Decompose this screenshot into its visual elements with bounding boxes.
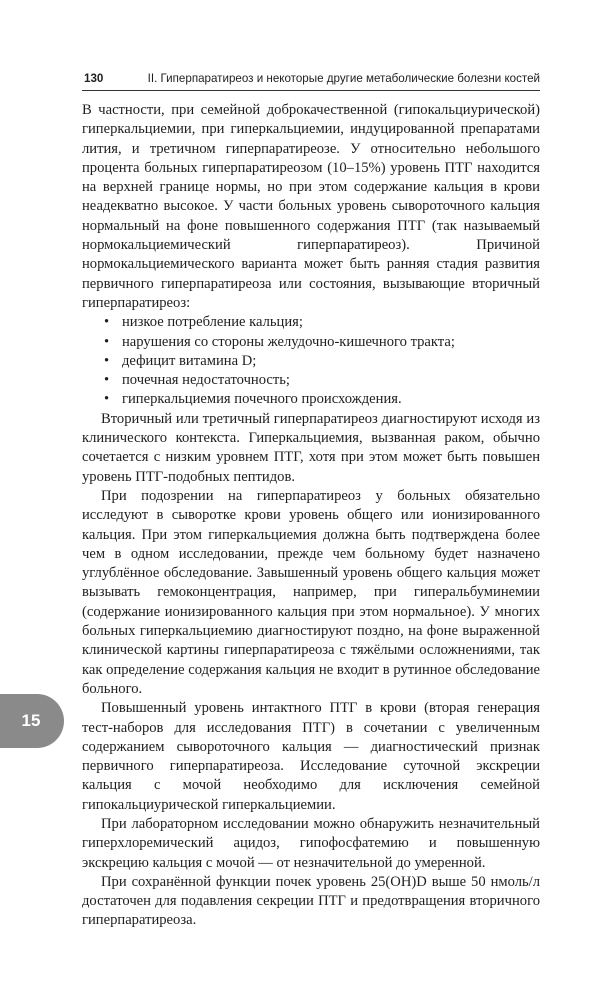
page-header — [82, 70, 540, 91]
list-item: • почечная недостаточность; — [82, 371, 540, 390]
paragraph: При сохранённой функции почек уровень 25(OH)D выше 50 нмоль/л достаточен для подавления секреции ПТГ и предотвращения вторичного гиперпаратиреоза. — [82, 873, 540, 929]
paragraph: При подозрении на гиперпаратиреоз у больных обязательно исследуют в сыворотке крови уровень общего или ионизированного кальция. При этом гиперкальциемия должна быть подтверждена более чем в одном исследовании, прежде чем больному будет назначено углублённое обследование. Завышенный уровень общего кальция может вызывать гемоконцентрация, например, при гиперальбуминемии (содержание ионизированного кальция при этом нормальное). У многих больных гиперкальциемию диагностируют поздно, на фоне выраженной клинической картины гиперпаратиреоза с тяжёлыми осложнениями, так как определение содержания кальция не входит в рутинное обследование больного. — [82, 487, 540, 697]
chapter-tab: 15 — [0, 694, 64, 748]
paragraph: В частности, при семейной доброкачественной (гипокальциурической) гиперкальциемии, при гиперкальциемии, индуцированной препаратами лития, и третичном гиперпаратиреозе. У относительно небольшого процента больных гиперпаратиреозом (10–15%) уровень ПТГ находится на верхней границе нормы, но при этом содержание кальция в крови неадекватно высокое. У части больных уровень сывороточного кальция нормальный на фоне повышенного содержания ПТГ (так называемый нормокальциемический гиперпаратиреоз). Причиной нормокальциемического варианта может быть ранняя стадия развития первичного гиперпаратиреоза или состояния, вызывающие вторичный гиперпаратиреоз: — [82, 102, 540, 311]
bullet-list — [82, 313, 540, 409]
running-head: II. Гиперпаратиреоз и некоторые другие метаболические болезни костей — [147, 72, 540, 85]
list-item: • нарушения со стороны желудочно-кишечного тракта; — [82, 333, 540, 352]
paragraph: Вторичный или третичный гиперпаратиреоз диагностируют исходя из клинического контекста. Гиперкальциемия, вызванная раком, обычно сочетается с низким уровнем ПТГ, хотя при этом может быть повышен уровень ПТГ-подобных пептидов. — [82, 410, 540, 485]
paragraph: Повышенный уровень интактного ПТГ в крови (вторая генерация тест-наборов для исследования ПТГ) в сочетании с увеличенным содержанием сывороточного кальция — диагностический признак первичного гиперпаратиреоза. Исследование суточной экскреции кальция с мочой необходимо для исключения семейной гипокальциурической гиперкальциемии. — [82, 700, 540, 813]
body-text — [82, 101, 540, 931]
list-item: • гиперкальциемия почечного происхождения. — [82, 390, 540, 409]
page-number: 130 — [84, 72, 104, 85]
list-item: • низкое потребление кальция; — [82, 313, 540, 332]
list-item: • дефицит витамина D; — [82, 352, 540, 371]
paragraph: При лабораторном исследовании можно обнаружить незначительный гиперхлоремический ацидоз, гипофосфатемию и повышенную экскрецию кальция с мочой — от незначительной до умеренной. — [82, 815, 540, 871]
